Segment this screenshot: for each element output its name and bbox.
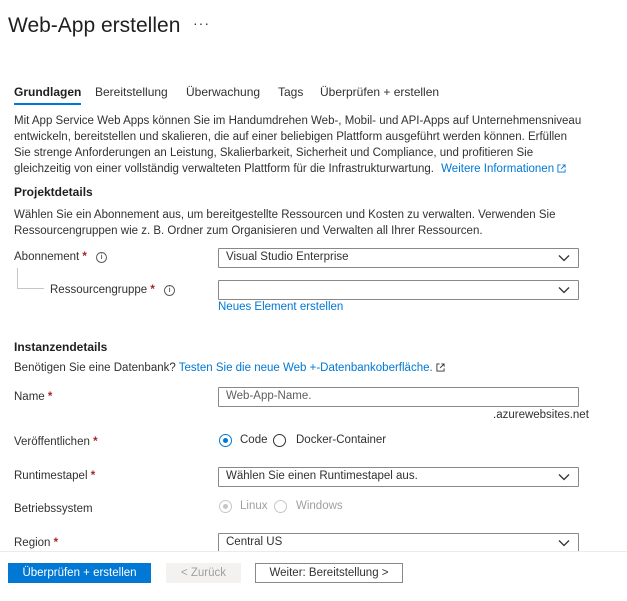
- project-details-heading: Projektdetails: [14, 185, 93, 199]
- subscription-label: [14, 251, 107, 263]
- external-link-icon: [436, 363, 445, 372]
- os-windows-radio: [274, 500, 287, 513]
- database-question: [14, 362, 445, 374]
- create-new-resource-group-link[interactable]: Neues Element erstellen: [218, 301, 344, 313]
- required-marker: *: [150, 284, 155, 296]
- tree-connector: [17, 268, 44, 289]
- required-marker: *: [53, 537, 59, 549]
- runtime-label-text: Runtimestapel: [14, 470, 88, 482]
- intro-paragraph: Mit App Service Web Apps können Sie im Handumdrehen Web-, Mobil- und API-Apps auf Unternehmensniveau entwickeln, bereitstellen und skalieren, die auf einer beliebigen Plattform ausgeführt werden können. Erfüllen Sie strenge Anforderungen an Leistung, Skalierbarkeit, Sicherheit und Compliance, und profitieren Sie gleichzeitig von einer vollständig verwalteten Plattform für die Infrastrukturwartung.: [14, 115, 582, 175]
- database-question-text: Benötigen Sie eine Datenbank?: [14, 362, 176, 374]
- required-marker: *: [93, 436, 98, 448]
- learn-more-label: Weitere Informationen: [441, 163, 555, 175]
- os-linux-label: Linux: [240, 500, 268, 512]
- resource-group-label: [50, 284, 175, 296]
- runtime-label: [14, 470, 95, 482]
- publish-code-radio[interactable]: [219, 434, 232, 447]
- footer-bar: [0, 551, 627, 601]
- tab-ueberpruefen-erstellen[interactable]: Überprüfen + erstellen: [320, 85, 440, 99]
- subscription-select[interactable]: [218, 248, 579, 268]
- learn-more-link[interactable]: [441, 163, 566, 175]
- subscription-label-text: Abonnement: [14, 251, 80, 263]
- tab-grundlagen[interactable]: Grundlagen: [14, 85, 82, 99]
- os-label: Betriebssystem: [14, 503, 93, 515]
- external-link-icon: [557, 164, 566, 173]
- region-value: Central US: [226, 536, 283, 548]
- publish-label: [14, 436, 98, 448]
- chevron-down-icon: [558, 286, 570, 294]
- tab-bereitstellung[interactable]: Bereitstellung: [95, 85, 168, 99]
- runtime-stack-placeholder: Wählen Sie einen Runtimestapel aus.: [226, 470, 418, 482]
- tab-tags[interactable]: Tags: [278, 85, 304, 99]
- publish-docker-radio[interactable]: [273, 434, 286, 447]
- required-marker: *: [90, 470, 96, 482]
- name-label: [14, 391, 52, 403]
- info-icon[interactable]: i: [96, 252, 107, 263]
- info-icon[interactable]: i: [164, 285, 175, 296]
- publish-label-text: Veröffentlichen: [14, 436, 90, 448]
- required-marker: *: [47, 391, 53, 403]
- os-linux-radio: [219, 500, 232, 513]
- chevron-down-icon: [558, 539, 570, 547]
- instance-details-heading: Instanzendetails: [14, 340, 108, 354]
- intro-text: [14, 113, 586, 177]
- try-web-database-label: Testen Sie die neue Web +-Datenbankoberfläche.: [178, 362, 433, 374]
- chevron-down-icon: [558, 254, 570, 262]
- next-deployment-button[interactable]: Weiter: Bereitstellung >: [255, 563, 403, 583]
- try-web-database-link[interactable]: [179, 362, 445, 374]
- region-select[interactable]: [218, 533, 579, 553]
- subscription-value: Visual Studio Enterprise: [226, 251, 349, 263]
- resource-group-select[interactable]: [218, 280, 579, 300]
- resource-group-label-text: Ressourcengruppe: [50, 284, 148, 296]
- tab-ueberwachung[interactable]: Überwachung: [186, 85, 261, 99]
- back-button: < Zurück: [166, 563, 241, 583]
- tab-bar: [14, 85, 614, 105]
- web-app-name-input[interactable]: [218, 387, 579, 407]
- chevron-down-icon: [558, 473, 570, 481]
- publish-docker-label[interactable]: Docker-Container: [296, 434, 387, 446]
- region-label-text: Region: [14, 537, 51, 549]
- page-title: Web-App erstellen: [8, 14, 181, 37]
- region-label: [14, 537, 58, 549]
- publish-code-label[interactable]: Code: [240, 434, 268, 446]
- name-label-text: Name: [14, 391, 45, 403]
- required-marker: *: [82, 251, 87, 263]
- web-app-name-placeholder: Web-App-Name.: [226, 390, 312, 402]
- review-create-button[interactable]: Überprüfen + erstellen: [8, 563, 151, 583]
- more-options-button[interactable]: ···: [193, 15, 210, 31]
- project-details-description: Wählen Sie ein Abonnement aus, um bereitgestellte Ressourcen und Kosten zu verwalten. Verwenden Sie Ressourcengruppen wie z. B. Ordner zum Organisieren und Verwalten all Ihrer Ressourcen.: [14, 209, 556, 237]
- runtime-stack-select[interactable]: [218, 467, 579, 487]
- domain-suffix: .azurewebsites.net: [493, 409, 589, 421]
- os-windows-label: Windows: [296, 500, 343, 512]
